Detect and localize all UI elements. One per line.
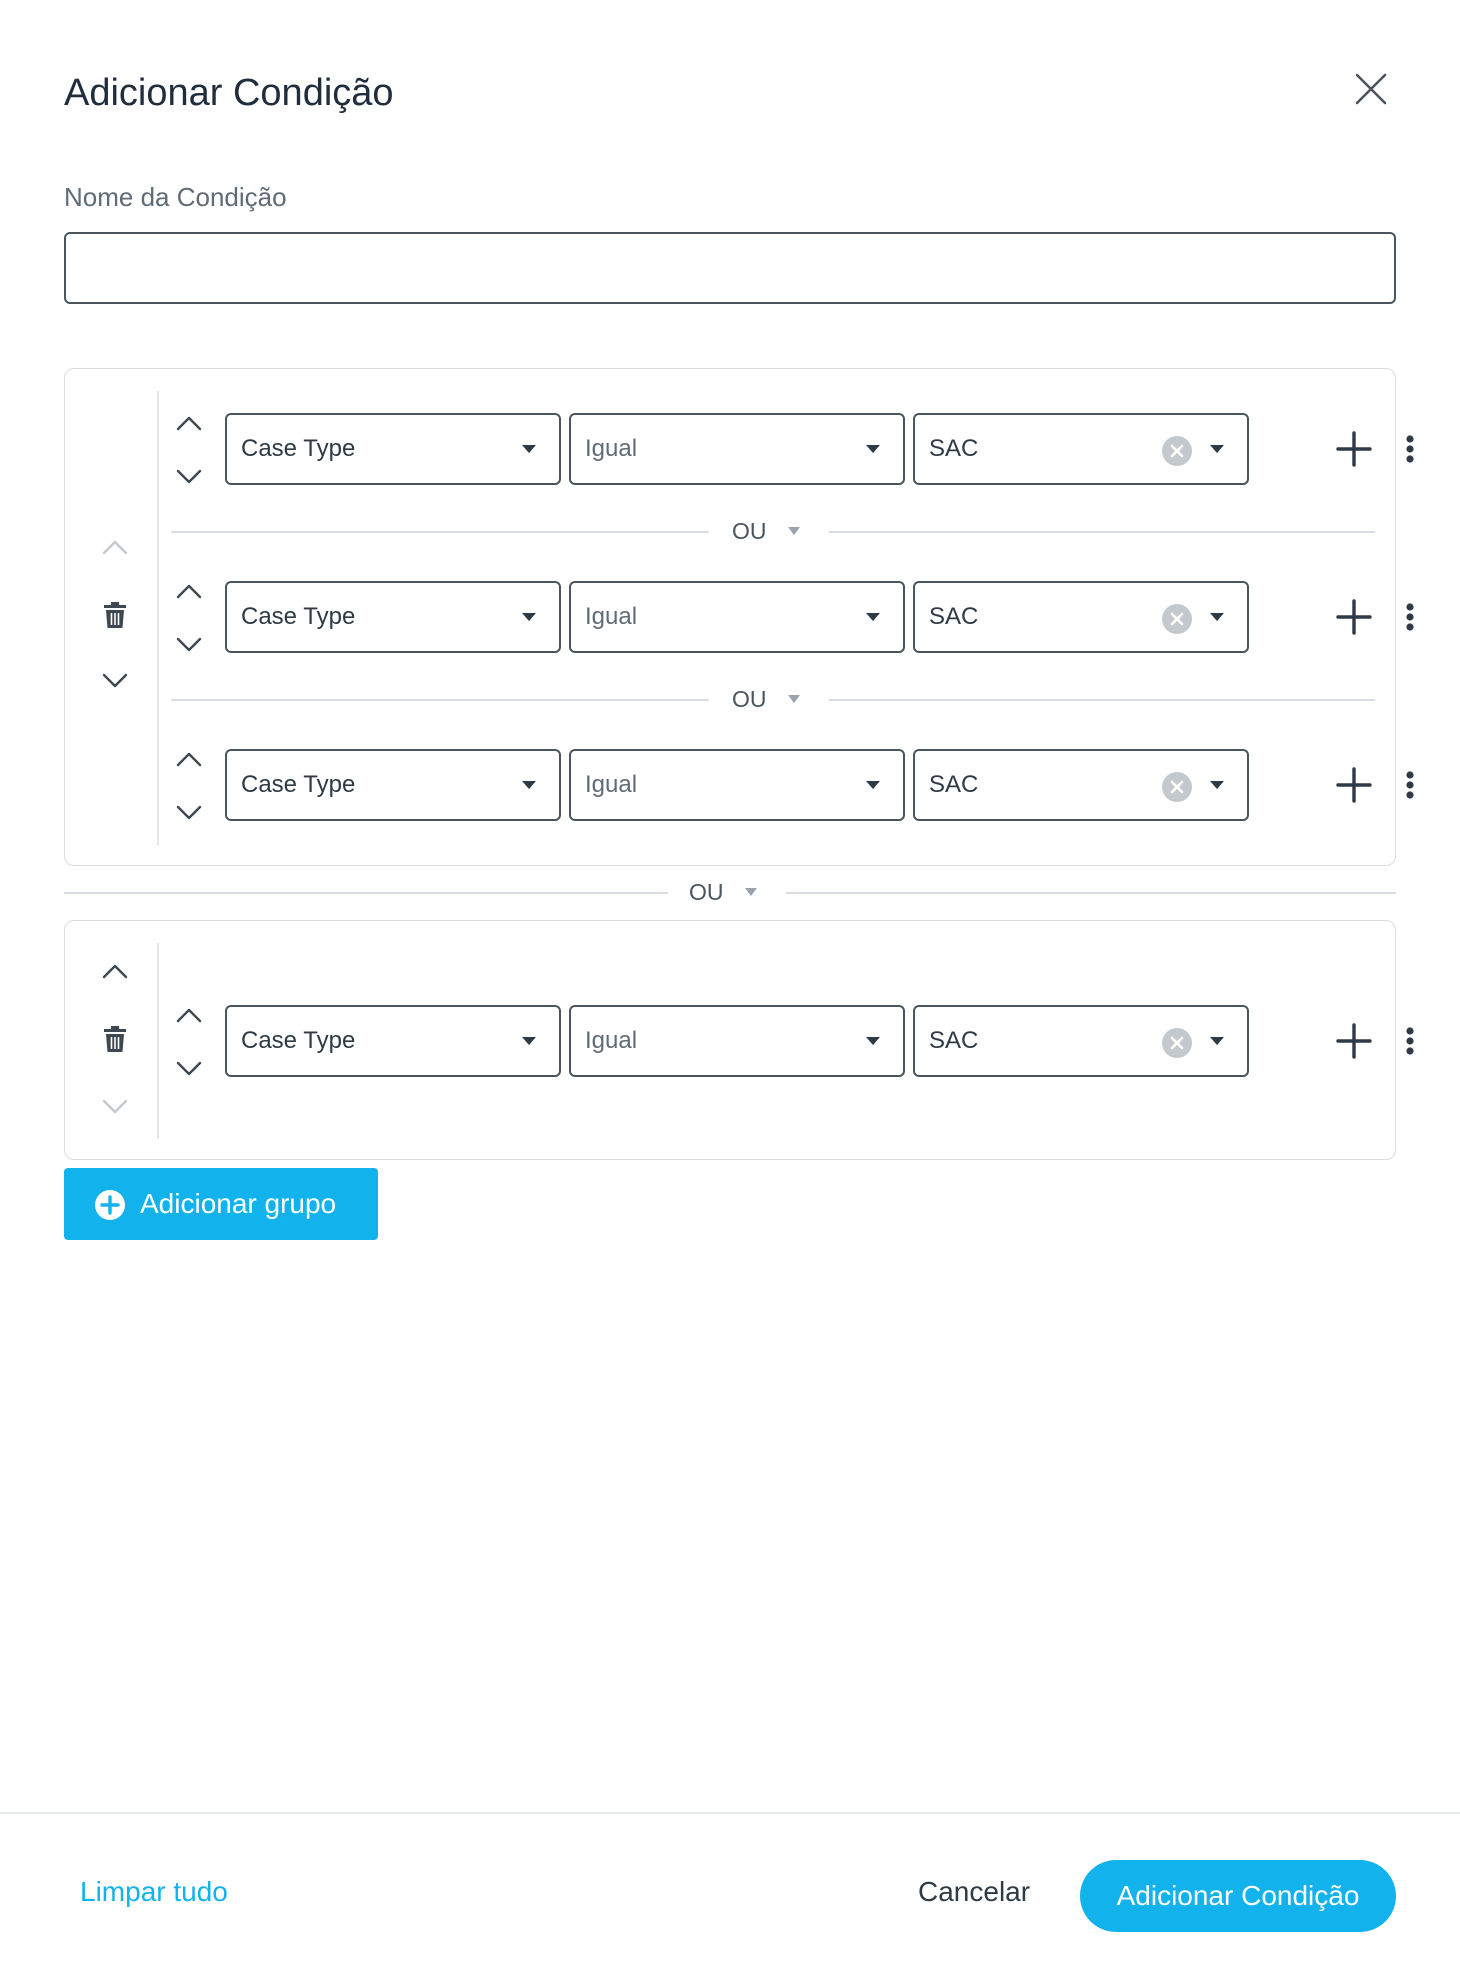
- chevron-up-icon: [102, 963, 128, 979]
- condition-group-2: [64, 920, 1396, 1160]
- caret-down-icon: [865, 611, 881, 623]
- plus-icon: [1332, 1019, 1376, 1063]
- add-row-button[interactable]: [1332, 763, 1376, 807]
- row-move-up-button[interactable]: [169, 995, 209, 1035]
- caret-down-icon[interactable]: [787, 526, 801, 536]
- chevron-up-icon: [176, 751, 202, 767]
- row-reorder: [171, 749, 207, 821]
- separator-line: [171, 531, 709, 533]
- value-select-value: SAC: [929, 1027, 979, 1054]
- submit-button[interactable]: Adicionar Condição: [1080, 1860, 1396, 1932]
- field-select[interactable]: [225, 749, 561, 821]
- chevron-up-icon: [176, 1007, 202, 1023]
- caret-down-icon: [1209, 443, 1225, 455]
- chevron-up-icon: [102, 539, 128, 555]
- cancel-button[interactable]: Cancelar: [918, 1876, 1031, 1907]
- clear-circle-icon[interactable]: [1161, 1027, 1193, 1059]
- group-move-down-button[interactable]: [95, 661, 135, 701]
- caret-down-icon: [865, 779, 881, 791]
- add-row-button[interactable]: [1332, 427, 1376, 471]
- caret-down-icon: [865, 443, 881, 455]
- dialog-title: Adicionar Condição: [64, 72, 394, 114]
- more-vertical-icon: [1395, 427, 1425, 471]
- caret-down-icon[interactable]: [744, 887, 758, 897]
- trash-icon: [102, 600, 128, 630]
- condition-row: [225, 413, 1385, 485]
- trash-icon: [102, 1024, 128, 1054]
- row-move-down-button[interactable]: [169, 457, 209, 497]
- clear-circle-icon[interactable]: [1161, 771, 1193, 803]
- more-vertical-icon: [1395, 1019, 1425, 1063]
- row-menu-button[interactable]: [1395, 1019, 1425, 1063]
- value-select[interactable]: [913, 581, 1249, 653]
- chevron-down-icon: [102, 673, 128, 689]
- more-vertical-icon: [1395, 763, 1425, 807]
- value-select-value: SAC: [929, 771, 979, 798]
- group-move-down-button[interactable]: [95, 1087, 135, 1127]
- value-select[interactable]: [913, 1005, 1249, 1077]
- row-menu-button[interactable]: [1395, 763, 1425, 807]
- row-menu-button[interactable]: [1395, 427, 1425, 471]
- group-move-up-button[interactable]: [95, 951, 135, 991]
- add-group-button[interactable]: [64, 1168, 378, 1240]
- field-select-value: Case Type: [241, 1027, 356, 1054]
- field-select[interactable]: [225, 581, 561, 653]
- value-select[interactable]: [913, 413, 1249, 485]
- group-divider: [157, 391, 159, 845]
- condition-row: [225, 1005, 1385, 1077]
- condition-row: [225, 581, 1385, 653]
- operator-select[interactable]: [569, 413, 905, 485]
- separator-line: [171, 699, 709, 701]
- field-select-value: Case Type: [241, 603, 356, 630]
- close-icon: [1348, 66, 1394, 112]
- dialog-header: [64, 70, 1396, 130]
- row-menu-button[interactable]: [1395, 595, 1425, 639]
- chevron-down-icon: [102, 1099, 128, 1115]
- or-toggle[interactable]: OU: [732, 518, 767, 544]
- separator-line: [64, 892, 668, 894]
- caret-down-icon: [521, 1035, 537, 1047]
- or-separator: [171, 679, 1375, 719]
- separator-line: [829, 531, 1375, 533]
- caret-down-icon: [865, 1035, 881, 1047]
- plus-icon: [1332, 427, 1376, 471]
- condition-name-label: Nome da Condição: [64, 182, 287, 212]
- add-row-button[interactable]: [1332, 1019, 1376, 1063]
- row-reorder: [171, 1005, 207, 1077]
- plus-icon: [1332, 763, 1376, 807]
- caret-down-icon: [1209, 611, 1225, 623]
- or-separator: [171, 511, 1375, 551]
- row-move-up-button[interactable]: [169, 739, 209, 779]
- chevron-down-icon: [176, 1061, 202, 1077]
- chevron-down-icon: [176, 637, 202, 653]
- value-select[interactable]: [913, 749, 1249, 821]
- field-select[interactable]: [225, 1005, 561, 1077]
- caret-down-icon: [521, 443, 537, 455]
- operator-select[interactable]: [569, 581, 905, 653]
- caret-down-icon: [1209, 779, 1225, 791]
- clear-circle-icon[interactable]: [1161, 435, 1193, 467]
- group-or-separator: [64, 872, 1396, 912]
- group-delete-button[interactable]: [95, 595, 135, 635]
- row-move-down-button[interactable]: [169, 625, 209, 665]
- value-select-value: SAC: [929, 435, 979, 462]
- row-move-down-button[interactable]: [169, 793, 209, 833]
- clear-all-button[interactable]: Limpar tudo: [80, 1876, 228, 1907]
- operator-select-value: Igual: [585, 1027, 638, 1054]
- row-reorder: [171, 413, 207, 485]
- operator-select-value: Igual: [585, 771, 638, 798]
- or-toggle[interactable]: OU: [732, 686, 767, 712]
- close-button[interactable]: [1348, 66, 1394, 112]
- row-move-down-button[interactable]: [169, 1049, 209, 1089]
- plus-circle-icon: [94, 1189, 126, 1221]
- operator-select[interactable]: [569, 1005, 905, 1077]
- chevron-up-icon: [176, 583, 202, 599]
- value-select-value: SAC: [929, 603, 979, 630]
- caret-down-icon: [521, 611, 537, 623]
- clear-circle-icon[interactable]: [1161, 603, 1193, 635]
- row-move-up-button[interactable]: [169, 403, 209, 443]
- operator-select-value: Igual: [585, 435, 638, 462]
- group-or-toggle[interactable]: OU: [689, 879, 724, 905]
- caret-down-icon[interactable]: [787, 694, 801, 704]
- footer-divider: [0, 1812, 1460, 1814]
- more-vertical-icon: [1395, 595, 1425, 639]
- separator-line: [786, 892, 1396, 894]
- field-select[interactable]: [225, 413, 561, 485]
- chevron-down-icon: [176, 805, 202, 821]
- field-select-value: Case Type: [241, 435, 356, 462]
- add-group-label: Adicionar grupo: [140, 1188, 337, 1219]
- condition-group-1: [64, 368, 1396, 866]
- chevron-down-icon: [176, 469, 202, 485]
- group-divider: [157, 943, 159, 1139]
- add-row-button[interactable]: [1332, 595, 1376, 639]
- caret-down-icon: [521, 779, 537, 791]
- condition-name-input[interactable]: [64, 232, 1396, 304]
- chevron-up-icon: [176, 415, 202, 431]
- caret-down-icon: [1209, 1035, 1225, 1047]
- row-reorder: [171, 581, 207, 653]
- operator-select[interactable]: [569, 749, 905, 821]
- condition-row: [225, 749, 1385, 821]
- separator-line: [829, 699, 1375, 701]
- field-select-value: Case Type: [241, 771, 356, 798]
- operator-select-value: Igual: [585, 603, 638, 630]
- plus-icon: [1332, 595, 1376, 639]
- group-move-up-button[interactable]: [95, 527, 135, 567]
- row-move-up-button[interactable]: [169, 571, 209, 611]
- group-delete-button[interactable]: [95, 1019, 135, 1059]
